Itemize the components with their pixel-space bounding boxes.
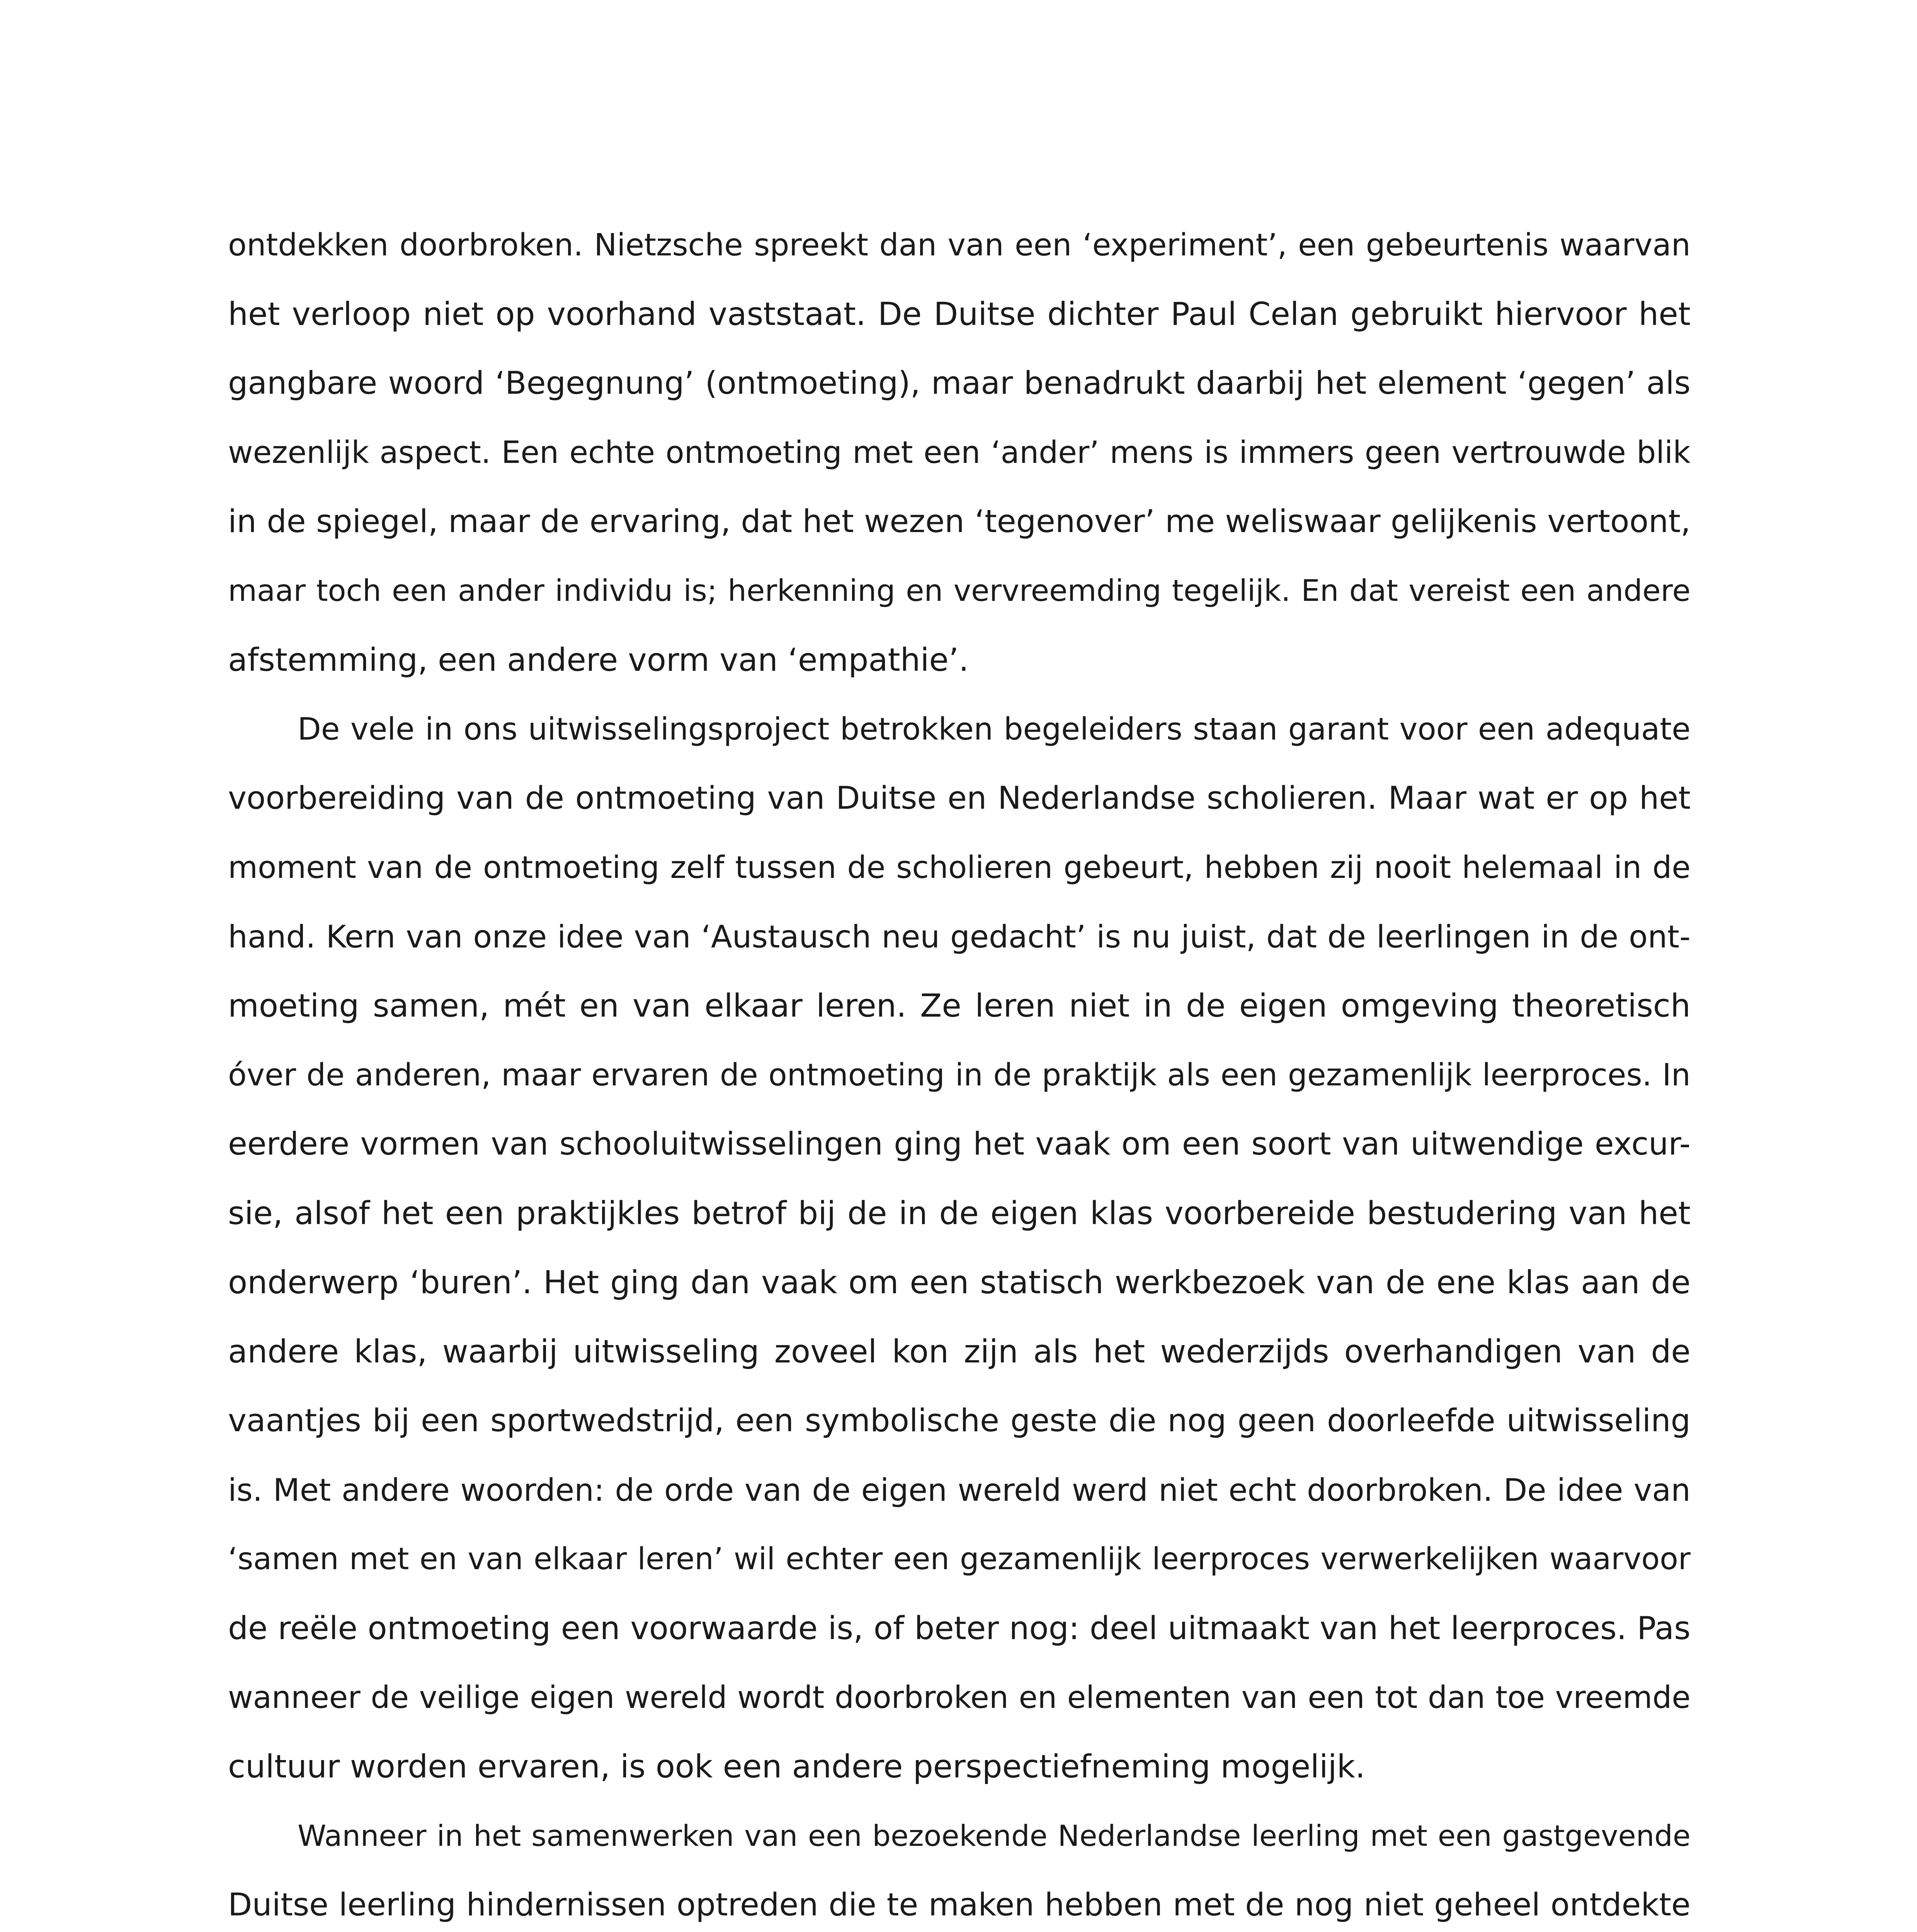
text-line: moment van de ontmoeting zelf tussen de scholieren gebeurt, hebben zij nooit helemaal in de [228, 850, 1691, 885]
body-text [228, 211, 1691, 1932]
text-line: het verloop niet op voorhand vaststaat. De Duitse dichter Paul Celan gebruikt hiervoor het [228, 296, 1691, 333]
text-line: vaantjes bij een sportwedstrijd, een symbolische geste die nog geen doorleefde uitwisseling [228, 1403, 1691, 1439]
text-line: afstemming, een andere vorm van ‘empathie’. [228, 642, 969, 679]
text-line: voorbereiding van de ontmoeting van Duitse en Nederlandse scholieren. Maar wat er op het [228, 780, 1691, 816]
text-line: is. Met andere woorden: de orde van de eigen wereld werd niet echt doorbroken. De idee van [228, 1472, 1691, 1508]
text-line: onderwerp ‘buren’. Het ging dan vaak om een statisch werkbezoek van de ene klas aan de [228, 1264, 1691, 1301]
text-line: cultuur worden ervaren, is ook een andere perspectiefneming mogelijk. [228, 1748, 1366, 1785]
text-line: ‘samen met en van elkaar leren’ wil echter een gezamenlijk leerproces verwerkelijken waarvoor [228, 1542, 1691, 1577]
text-line: hand. Kern van onze idee van ‘Austausch neu gedacht’ is nu juist, dat de leerlingen in de ont- [228, 919, 1691, 955]
text-line: moeting samen, mét en van elkaar leren. Ze leren niet in de eigen omgeving theoretisch [228, 988, 1691, 1024]
text-line: maar toch een ander individu is; herkenning en vervreemding tegelijk. En dat vereist een andere [228, 574, 1691, 608]
text-line: óver de anderen, maar ervaren de ontmoeting in de praktijk als een gezamenlijk leerproces. In [228, 1057, 1691, 1093]
text-line: ontdekken doorbroken. Nietzsche spreekt dan van een ‘experiment’, een gebeurtenis waarvan [228, 227, 1691, 263]
text-line: gangbare woord ‘Begegnung’ (ontmoeting), maar benadrukt daarbij het element ‘gegen’ als [228, 365, 1691, 401]
text-line: Wanneer in het samenwerken van een bezoekende Nederlandse leerling met een gastgevende [298, 1819, 1691, 1853]
paragraph [228, 211, 1691, 695]
text-line: andere klas, waarbij uitwisseling zoveel kon zijn als het wederzijds overhandigen van de [228, 1333, 1691, 1370]
paragraph [228, 1801, 1691, 1932]
text-line: De vele in ons uitwisselingsproject betrokken begeleiders staan garant voor een adequate [298, 711, 1691, 747]
text-line: in de spiegel, maar de ervaring, dat het wezen ‘tegenover’ me weliswaar gelijkenis vertoont, [228, 503, 1691, 540]
text-line: wanneer de veilige eigen wereld wordt doorbroken en elementen van een tot dan toe vreemde [228, 1680, 1691, 1715]
paragraph [228, 695, 1691, 1801]
text-line: sie, alsof het een praktijkles betrof bij de in de eigen klas voorbereide bestudering van het [228, 1195, 1691, 1232]
text-line: eerdere vormen van schooluitwisselingen ging het vaak om een soort van uitwendige excur- [228, 1126, 1691, 1162]
text-line: de reële ontmoeting een voorwaarde is, of beter nog: deel uitmaakt van het leerproces. Pas [228, 1610, 1691, 1647]
text-line: Duitse leerling hindernissen optreden die te maken hebben met de nog niet geheel ontdekte [228, 1887, 1691, 1923]
text-line: wezenlijk aspect. Een echte ontmoeting met een ‘ander’ mens is immers geen vertrouwde blik [228, 435, 1691, 470]
